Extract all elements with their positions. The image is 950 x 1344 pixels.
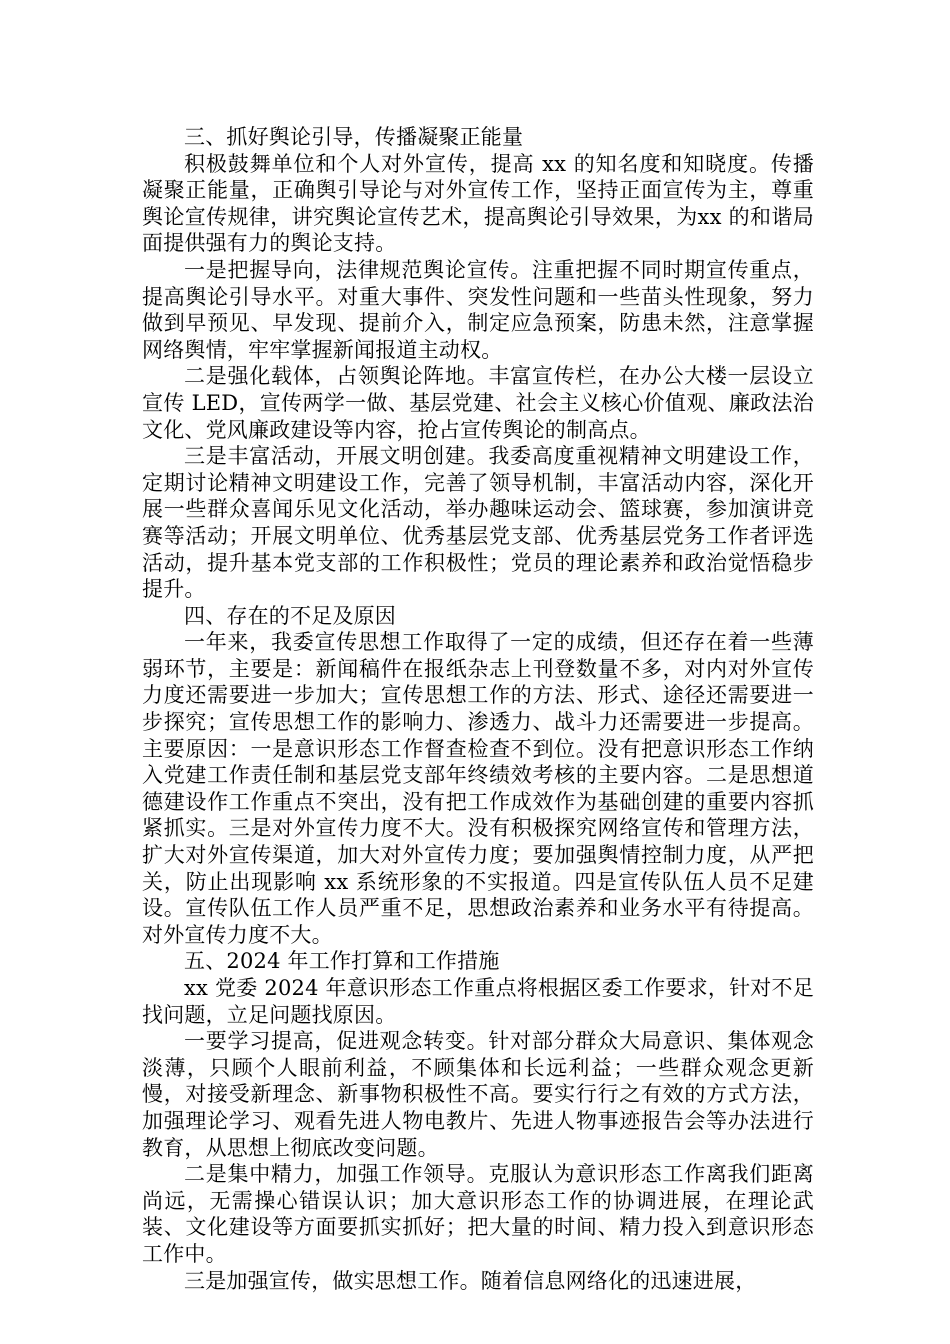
- paragraph: 三是加强宣传，做实思想工作。随着信息网络化的迅速进展，: [184, 1268, 757, 1293]
- section-heading-3: 三、抓好舆论引导，传播凝聚正能量: [184, 125, 524, 149]
- document-body: [142, 124, 814, 1294]
- paragraph: 一年来，我委宣传思想工作取得了一定的成绩，但还存在着一些薄弱环节，主要是：新闻稿件在报纸杂志上刊登数量不多，对内对外宣传力度还需要进一步加大；宣传思想工作的方法、形式、途径还需要进一步探究；宣传思想工作的影响力、渗透力、战斗力还需要进一步提高。主要原因：一是意识形态工作督查检查不到位。没有把意识形态工作纳入党建工作责任制和基层党支部年终绩效考核的主要内容。二是思想道德建设作工作重点不突出，没有把工作成效作为基础创建的重要内容抓紧抓实。三是对外宣传力度不大。没有积极探究网络宣传和管理方法，扩大对外宣传渠道，加大对外宣传力度；要加强舆情控制力度，从严把关，防止出现影响 xx 系统形象的不实报道。四是宣传队伍人员不足建设。宣传队伍工作人员严重不足，思想政治素养和业务水平有待提高。对外宣传力度不大。: [142, 630, 814, 947]
- paragraph: 积极鼓舞单位和个人对外宣传，提高 xx 的知名度和知晓度。传播凝聚正能量，正确舆引导论与对外宣传工作，坚持正面宣传为主，尊重舆论宣传规律，讲究舆论宣传艺术，提高舆论引导效果，为xx 的和谐局面提供强有力的舆论支持。: [142, 151, 814, 256]
- paragraph: 二是强化载体，占领舆论阵地。丰富宣传栏，在办公大楼一层设立宣传 LED，宣传两学一做、基层党建、社会主义核心价值观、廉政法治文化、党风廉政建设等内容，抢占宣传舆论的制高点。: [142, 364, 814, 442]
- paragraph: 三是丰富活动，开展文明创建。我委高度重视精神文明建设工作，定期讨论精神文明建设工作，完善了领导机制，丰富活动内容，深化开展一些群众喜闻乐见文化活动，举办趣味运动会、篮球赛，参加演讲竞赛等活动；开展文明单位、优秀基层党支部、优秀基层党务工作者评选活动，提升基本党支部的工作积极性；党员的理论素养和政治觉悟稳步提升。: [142, 444, 814, 602]
- paragraph: 二是集中精力，加强工作领导。克服认为意识形态工作离我们距离尚远，无需操心错误认识；加大意识形态工作的协调进展，在理论武装、文化建设等方面要抓实抓好；把大量的时间、精力投入到意识形态工作中。: [142, 1162, 814, 1266]
- section-heading-5: 五、2024 年工作打算和工作措施: [184, 949, 500, 974]
- paragraph: 一要学习提高，促进观念转变。针对部分群众大局意识、集体观念淡薄，只顾个人眼前利益，不顾集体和长远利益；一些群众观念更新慢，对接受新理念、新事物积极性不高。要实行行之有效的方式方法，加强理论学习、观看先进人物电教片、先进人物事迹报告会等办法进行教育，从思想上彻底改变问题。: [142, 1029, 814, 1160]
- paragraph: xx 党委 2024 年意识形态工作重点将根据区委工作要求，针对不足找问题，立足问题找原因。: [142, 976, 814, 1027]
- paragraph: 一是把握导向，法律规范舆论宣传。注重把握不同时期宣传重点，提高舆论引导水平。对重大事件、突发性问题和一些苗头性现象，努力做到早预见、早发现、提前介入，制定应急预案，防患未然，注意掌握网络舆情，牢牢掌握新闻报道主动权。: [142, 257, 814, 362]
- section-heading-4: 四、存在的不足及原因: [184, 603, 396, 628]
